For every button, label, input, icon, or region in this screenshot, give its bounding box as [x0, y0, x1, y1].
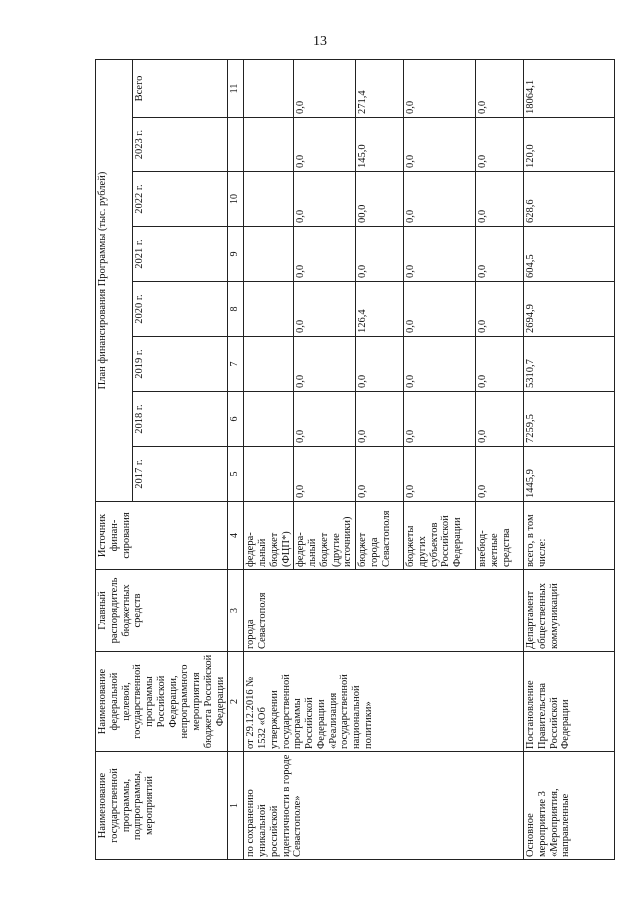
column-number: 7 — [228, 337, 244, 392]
value-cell — [244, 59, 294, 117]
column-number — [228, 118, 244, 172]
value-cell: 0,0 — [294, 337, 356, 392]
value-cell: 0,0 — [294, 172, 356, 227]
value-cell — [244, 227, 294, 282]
value-cell: 0,0 — [356, 337, 404, 392]
block2-program-name: Основное мероприятие 3 «Мероприятия, направленные — [524, 752, 615, 860]
value-cell: 0,0 — [404, 282, 476, 337]
value-cell: 2694,9 — [524, 282, 615, 337]
funding-source: внебюд-жетные средства — [476, 502, 524, 570]
value-cell: 0,0 — [356, 447, 404, 502]
value-cell — [244, 392, 294, 447]
column-number: 11 — [228, 59, 244, 117]
value-cell: 0,0 — [476, 227, 524, 282]
column-number: 1 — [228, 752, 244, 860]
value-cell: 5310,7 — [524, 337, 615, 392]
financing-table — [95, 59, 615, 860]
value-cell: 0,0 — [404, 447, 476, 502]
header-year: 2020 г. — [133, 282, 228, 337]
value-cell: 0,0 — [404, 59, 476, 117]
value-cell: 0,0 — [404, 392, 476, 447]
funding-source: бюджеты других субъектов Российской Федерации — [404, 502, 476, 570]
header-year: 2023 г. — [133, 118, 228, 172]
value-cell — [244, 282, 294, 337]
header-federal-program: Наименование федеральной целевой, государственной программы Российской Федерации, непрограммного мероприятия бюджета Российской Федерации — [96, 652, 228, 752]
value-cell — [244, 118, 294, 172]
value-cell: 0,0 — [404, 227, 476, 282]
value-cell: 0,0 — [294, 59, 356, 117]
column-number: 3 — [228, 570, 244, 652]
block1-federal-program: от 29.12.2016 № 1532 «Об утверждении государственной программы Российской Федерации «Реализация государственной национальной политики» — [244, 652, 524, 752]
block2-federal-program: Постановление Правительства Российской Федерации — [524, 652, 615, 752]
value-cell — [244, 337, 294, 392]
funding-source: всего, в том числе: — [524, 502, 615, 570]
value-cell: 18064,1 — [524, 59, 615, 117]
header-funding-source: Источник финан-сирования — [96, 502, 228, 570]
value-cell: 0,0 — [294, 118, 356, 172]
column-number: 8 — [228, 282, 244, 337]
value-cell: 0,0 — [476, 172, 524, 227]
column-number: 2 — [228, 652, 244, 752]
value-cell: 126,4 — [356, 282, 404, 337]
column-number: 4 — [228, 502, 244, 570]
value-cell: 0,0 — [294, 447, 356, 502]
header-program-name: Наименование государственной программы, подпрограммы, мероприятий — [96, 752, 228, 860]
rotated-table-wrapper — [95, 60, 572, 860]
header-budget-manager: Главный распорядитель бюджетных средств — [96, 570, 228, 652]
column-number: 9 — [228, 227, 244, 282]
page-number: 13 — [313, 34, 327, 49]
value-cell: 1445,9 — [524, 447, 615, 502]
value-cell: 271,4 — [356, 59, 404, 117]
value-cell: 604,5 — [524, 227, 615, 282]
header-year: 2022 г. — [133, 172, 228, 227]
value-cell: 0,0 — [476, 118, 524, 172]
value-cell: 0,0 — [356, 227, 404, 282]
value-cell: 0,0 — [356, 392, 404, 447]
value-cell: 0,0 — [294, 282, 356, 337]
value-cell: 0,0 — [404, 118, 476, 172]
column-number: 10 — [228, 172, 244, 227]
block1-budget-manager: города Севастополя — [244, 570, 524, 652]
value-cell: 00,0 — [356, 172, 404, 227]
funding-source: федера-льный бюджет (другие источники) — [294, 502, 356, 570]
column-number: 5 — [228, 447, 244, 502]
value-cell: 0,0 — [476, 447, 524, 502]
column-number: 6 — [228, 392, 244, 447]
value-cell: 0,0 — [404, 172, 476, 227]
value-cell: 628,6 — [524, 172, 615, 227]
header-year: 2018 г. — [133, 392, 228, 447]
header-year: 2019 г. — [133, 337, 228, 392]
funding-source: федера-льный бюджет (ФЦП*) — [244, 502, 294, 570]
block1-program-name: по сохранению уникальной российской идентичности в городе Севастополе» — [244, 752, 524, 860]
header-total: Всего — [133, 59, 228, 117]
value-cell: 0,0 — [476, 59, 524, 117]
funding-source: бюджет города Севастополя — [356, 502, 404, 570]
value-cell: 0,0 — [404, 337, 476, 392]
value-cell: 7259,5 — [524, 392, 615, 447]
value-cell: 0,0 — [294, 227, 356, 282]
header-year: 2017 г. — [133, 447, 228, 502]
header-financing-plan: План финансирования Программы (тыс. рублей) — [96, 59, 133, 501]
block2-budget-manager: Департамент общественных коммуникаций — [524, 570, 615, 652]
value-cell — [244, 447, 294, 502]
value-cell: 145,0 — [356, 118, 404, 172]
value-cell: 120,0 — [524, 118, 615, 172]
value-cell: 0,0 — [476, 337, 524, 392]
value-cell: 0,0 — [476, 392, 524, 447]
value-cell: 0,0 — [294, 392, 356, 447]
value-cell — [244, 172, 294, 227]
value-cell: 0,0 — [476, 282, 524, 337]
header-year: 2021 г. — [133, 227, 228, 282]
